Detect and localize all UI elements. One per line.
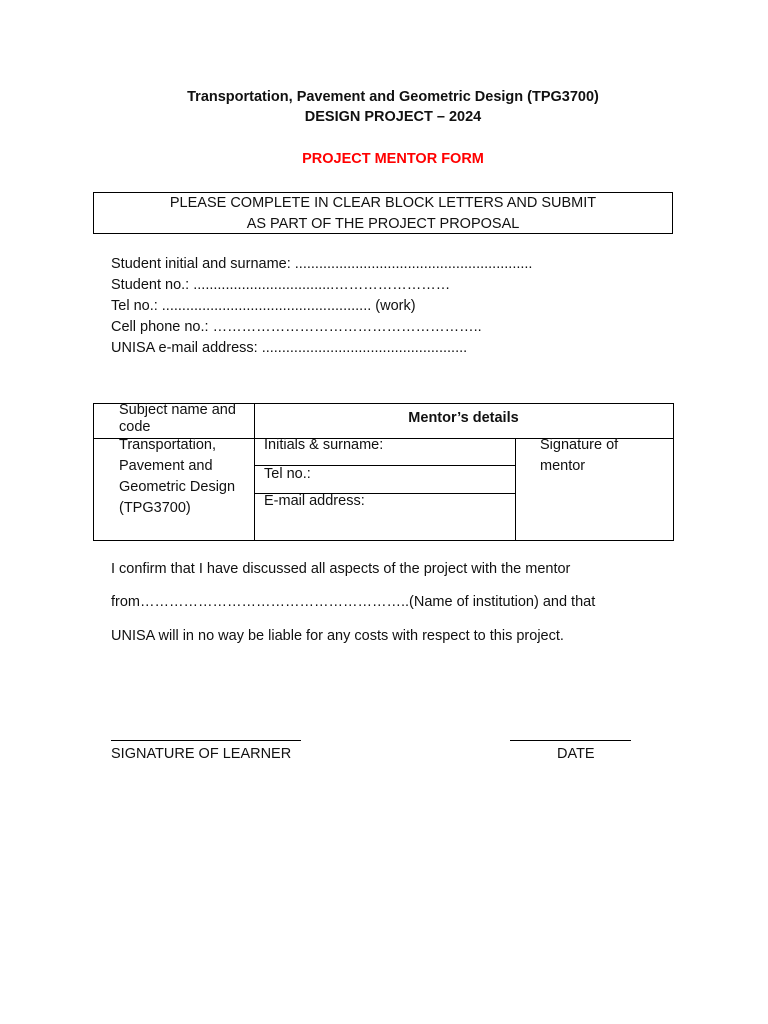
learner-signature-label: SIGNATURE OF LEARNER: [111, 746, 292, 762]
mentor-table: [93, 403, 674, 541]
form-title: PROJECT MENTOR FORM: [302, 151, 484, 167]
subject-line-2: Pavement and: [119, 458, 213, 474]
confirmation-line-1: I confirm that I have discussed all aspects of the project with the mentor: [111, 561, 571, 577]
cell-phone-field: Cell phone no.: ………………………………………………..: [111, 319, 482, 335]
instructions-line-2: AS PART OF THE PROJECT PROPOSAL: [246, 216, 520, 232]
student-name-field: Student initial and surname: ...........................................................: [111, 256, 533, 272]
confirmation-line-2: from………………………………………………..(Name of institution) and that: [111, 594, 596, 610]
subject-header: Subject name and code: [119, 402, 236, 435]
learner-signature-line: [111, 740, 301, 741]
course-title: Transportation, Pavement and Geometric Design (TPG3700): [187, 89, 599, 105]
mentor-email-label: E-mail address:: [264, 493, 365, 509]
table-col-divider-2: [515, 438, 516, 540]
instructions-box: [93, 192, 673, 234]
student-number-field: Student no.: ...................................……………………: [111, 277, 451, 293]
email-address-field: UNISA e-mail address: ...................................................: [111, 340, 468, 356]
instructions-line-1: PLEASE COMPLETE IN CLEAR BLOCK LETTERS AND SUBMIT: [169, 195, 597, 211]
initials-surname-label: Initials & surname:: [264, 437, 384, 453]
design-project-heading: DESIGN PROJECT – 2024: [304, 109, 482, 125]
mentor-tel-label: Tel no.:: [264, 466, 311, 482]
signature-label-line-2: mentor: [540, 458, 586, 474]
mentor-details-header: Mentor’s details: [408, 410, 519, 426]
subject-line-4: (TPG3700): [119, 500, 191, 516]
subject-line-1: Transportation,: [119, 437, 216, 453]
subject-line-3: Geometric Design: [119, 479, 236, 495]
date-label: DATE: [557, 746, 595, 762]
signature-label-line-1: Signature of: [540, 437, 619, 453]
tel-no-field: Tel no.: .................................................... (work): [111, 298, 416, 314]
date-signature-line: [510, 740, 631, 741]
confirmation-line-3: UNISA will in no way be liable for any costs with respect to this project.: [111, 628, 564, 644]
